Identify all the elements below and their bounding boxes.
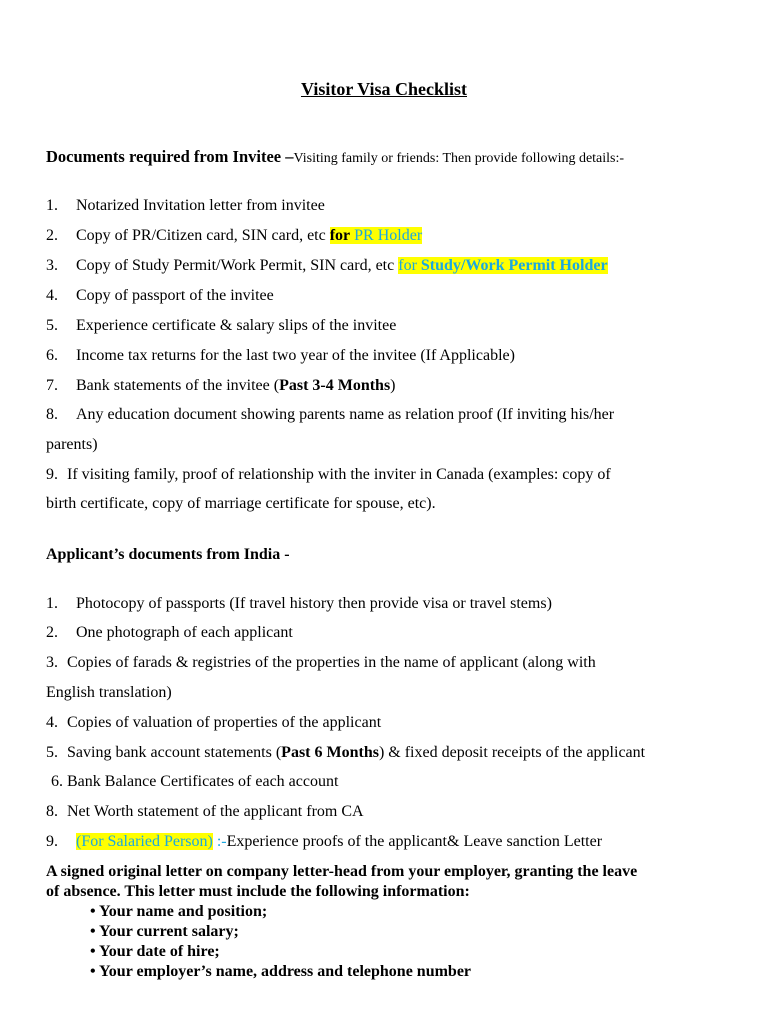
blue-separator: :-: [212, 833, 227, 850]
item-text: If visiting family, proof of relationship with the inviter in Canada (examples: copy of: [67, 466, 611, 483]
applicant-section-heading: Applicant’s documents from India -: [46, 546, 290, 563]
item-text: Copies of farads & registries of the properties in the name of applicant (along with: [67, 654, 596, 671]
item-text: Bank statements of the invitee (: [76, 377, 280, 394]
applicant-item-8: [46, 802, 748, 822]
item-text: Experience proofs of the applicant& Leave sanction Letter: [226, 833, 603, 850]
item-text: Copy of Study Permit/Work Permit, SIN card, etc: [76, 257, 399, 274]
invitee-item-2: [46, 226, 748, 246]
invitee-item-6: [46, 346, 748, 366]
item-number: 8.: [46, 406, 58, 423]
item-number: 6.: [46, 347, 58, 364]
applicant-item-6: [51, 772, 748, 792]
item-number: 9.: [46, 833, 58, 850]
invitee-section-heading: [46, 147, 748, 169]
highlight-salaried-person: (For Salaried Person): [76, 833, 213, 850]
invitee-item-8-continuation: parents): [46, 436, 98, 453]
document-title: Visitor Visa Checklist: [300, 79, 467, 99]
item-number: 7.: [46, 377, 58, 394]
applicant-item-9: [46, 832, 748, 852]
item-text: Any education document showing parents name as relation proof (If inviting his/her: [76, 406, 615, 423]
employer-letter-bullet: • Your date of hire;: [90, 943, 220, 960]
item-number: 3.: [46, 257, 58, 274]
employer-letter-line-2: of absence. This letter must include the following information:: [46, 883, 470, 900]
applicant-item-5: [46, 743, 748, 763]
item-number: 3.: [46, 654, 58, 671]
item-text: Income tax returns for the last two year of the invitee (If Applicable): [76, 347, 515, 364]
item-number: 4.: [46, 287, 58, 304]
item-text: Bank Balance Certificates of each account: [67, 773, 339, 790]
invitee-item-3: [46, 256, 748, 276]
item-text: One photograph of each applicant: [76, 624, 293, 641]
item-text: Saving bank account statements (: [67, 744, 282, 761]
highlight-study-work-permit-holder: Study/Work Permit Holder: [420, 257, 608, 274]
invitee-item-9-continuation: birth certificate, copy of marriage certificate for spouse, etc).: [46, 495, 436, 512]
employer-letter-bullet: • Your employer’s name, address and telephone number: [90, 963, 472, 980]
item-number: 1.: [46, 595, 58, 612]
applicant-item-2: [46, 623, 748, 643]
item-text: Copy of PR/Citizen card, SIN card, etc: [76, 227, 330, 244]
item-text-after: ) & fixed deposit receipts of the applicant: [378, 744, 646, 761]
employer-letter-line-1: A signed original letter on company letter-head from your employer, granting the leave: [46, 863, 638, 880]
item-bold-period: Past 3-4 Months: [279, 377, 391, 394]
item-number: 4.: [46, 714, 58, 731]
invitee-item-4: [46, 286, 748, 306]
item-text: Experience certificate & salary slips of the invitee: [76, 317, 397, 334]
employer-letter-bullet: • Your current salary;: [90, 923, 239, 940]
item-text: Net Worth statement of the applicant from CA: [67, 803, 364, 820]
item-text: Copies of valuation of properties of the applicant: [67, 714, 382, 731]
item-number: 5.: [46, 744, 58, 761]
item-text: Notarized Invitation letter from invitee: [76, 197, 325, 214]
item-text: Photocopy of passports (If travel history then provide visa or travel stems): [76, 595, 552, 612]
item-number: 1.: [46, 197, 58, 214]
applicant-item-4: [46, 713, 748, 733]
invitee-item-7: [46, 376, 748, 396]
highlight-for: for: [398, 257, 417, 274]
applicant-item-1: [46, 594, 748, 614]
invitee-heading-bold: Documents required from Invitee –: [46, 147, 294, 166]
applicant-item-3: [46, 653, 748, 673]
item-number: 9.: [46, 466, 58, 483]
applicant-item-3-continuation: English translation): [46, 684, 172, 701]
item-text-after: ): [390, 377, 396, 394]
invitee-item-1: [46, 196, 748, 216]
invitee-item-9: [46, 465, 748, 485]
highlight-pr-holder: PR Holder: [354, 227, 423, 244]
invitee-item-8: [46, 405, 748, 425]
employer-letter-bullet: • Your name and position;: [90, 903, 268, 920]
invitee-heading-note: Visiting family or friends: Then provide following details:-: [293, 151, 625, 166]
highlight-for: for: [329, 227, 351, 244]
item-number: 2.: [46, 227, 58, 244]
item-number: 6.: [51, 773, 63, 790]
item-number: 8.: [46, 803, 58, 820]
item-text: Copy of passport of the invitee: [76, 287, 274, 304]
item-bold-period: Past 6 Months: [281, 744, 379, 761]
item-number: 5.: [46, 317, 58, 334]
invitee-item-5: [46, 316, 748, 336]
item-number: 2.: [46, 624, 58, 641]
